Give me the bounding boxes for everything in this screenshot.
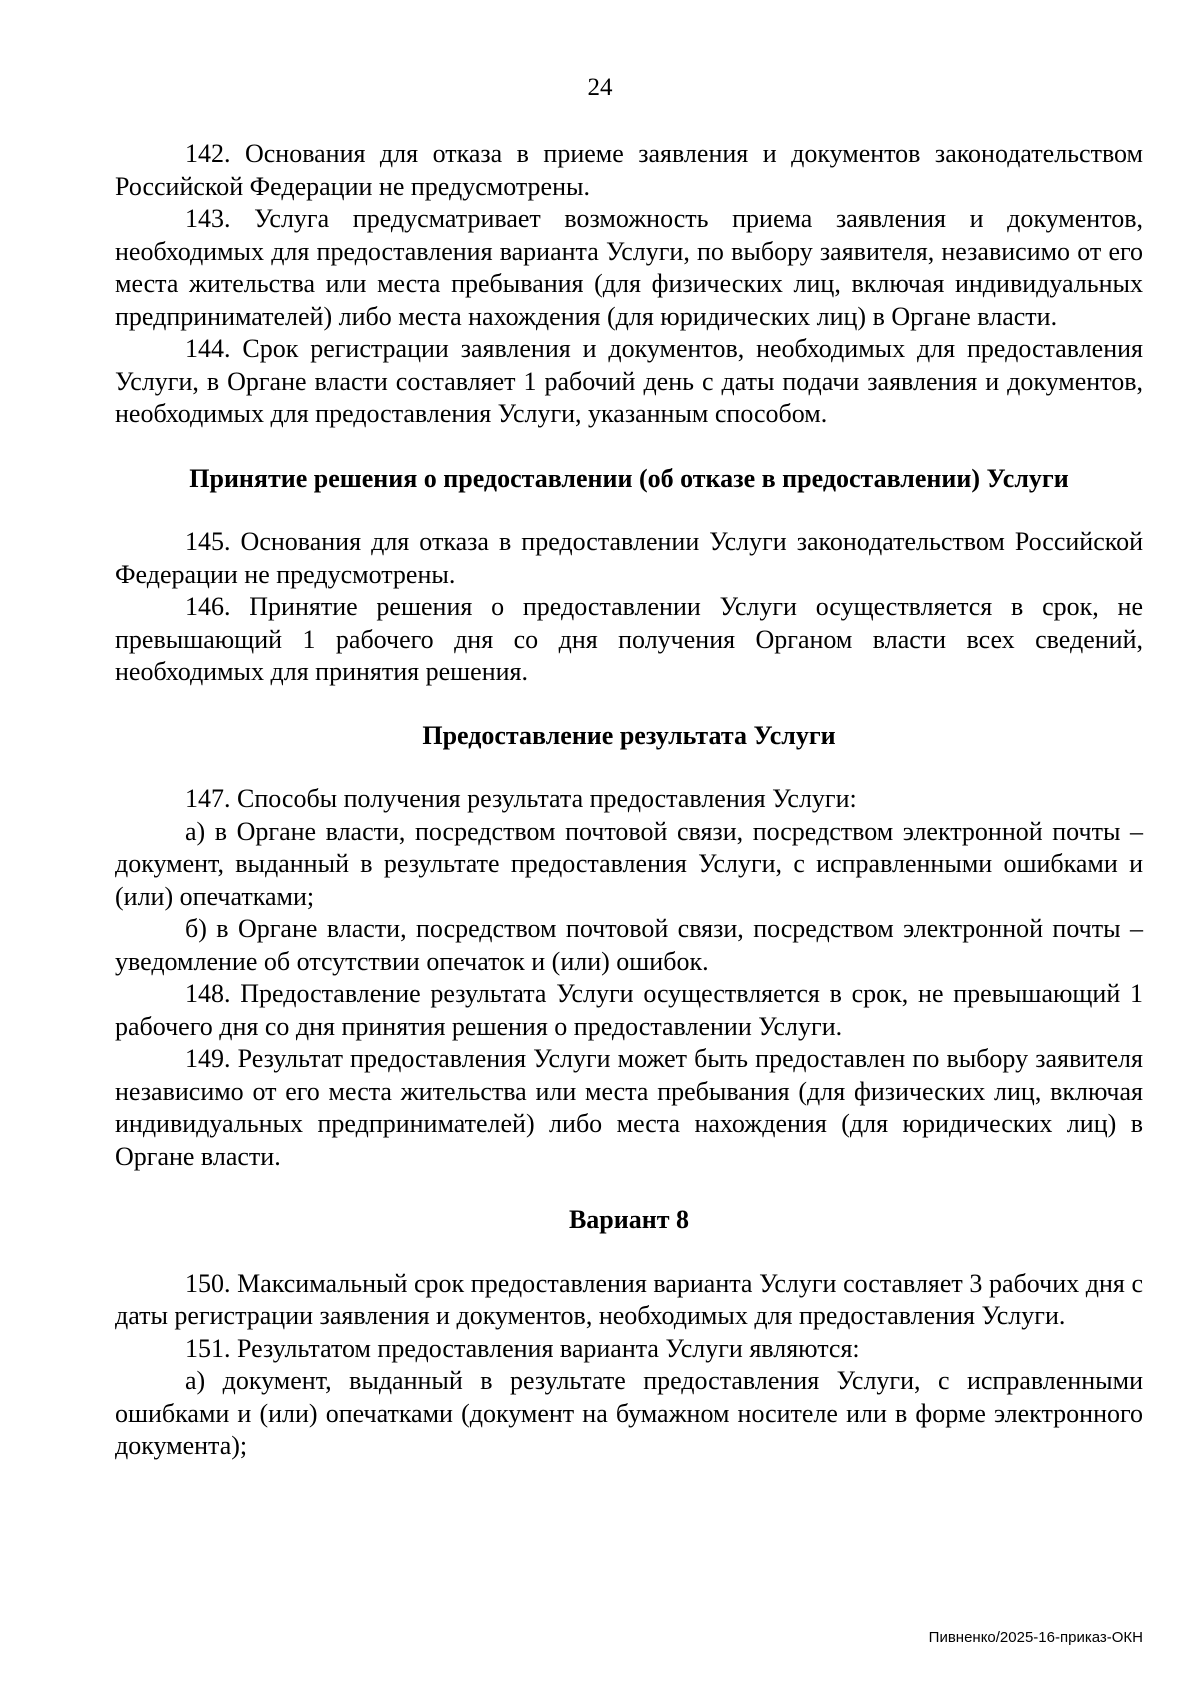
section-heading-decision: Принятие решения о предоставлении (об отказе в предоставлении) Услуги [189, 463, 1069, 493]
paragraph-148: 148. Предоставление результата Услуги осуществляется в срок, не превышающий 1 рабочего дня со дня принятия решения о предоставлении Услуги. [115, 979, 1143, 1041]
section-heading-variant-8: Вариант 8 [568, 1205, 690, 1234]
paragraph-142: 142. Основания для отказа в приеме заявления и документов законодательством Российской Федерации не предусмотрены. [115, 139, 1143, 201]
paragraph-147-a: а) в Органе власти, посредством почтовой связи, посредством электронной почты – документ, выданный в результате предоставления Услуги, с исправленными ошибками и (или) опечатками; [115, 816, 1143, 911]
page-number: 24 [587, 74, 613, 101]
paragraph-143: 143. Услуга предусматривает возможность приема заявления и документов, необходимых для предоставления варианта Услуги, по выбору заявителя, независимо от его места жительства или места пребывания (для физических лиц, включая индивидуальных предпринимателей) либо места нахождения (для юридических лиц) в Органе власти. [115, 204, 1143, 331]
paragraph-151-a: а) документ, выданный в результате предоставления Услуги, с исправленными ошибками и (или) опечатками (документ на бумажном носителе или в форме электронного документа); [115, 1366, 1143, 1460]
paragraph-146: 146. Принятие решения о предоставлении Услуги осуществляется в срок, не превышающий 1 рабочего дня со дня получения Органом власти всех сведений, необходимых для принятия решения. [115, 592, 1143, 686]
paragraph-147-b: б) в Органе власти, посредством почтовой связи, посредством электронной почты – уведомление об отсутствии опечаток и (или) ошибок. [115, 914, 1143, 976]
document-footer-code: Пивненко/2025-16-приказ-ОКН [928, 1629, 1143, 1646]
document-body [115, 138, 1143, 1463]
section-heading-result: Предоставление результата Услуги [422, 720, 836, 750]
paragraph-147: 147. Способы получения результата предоставления Услуги: [185, 784, 857, 813]
paragraph-149: 149. Результат предоставления Услуги может быть предоставлен по выбору заявителя независимо от его места жительства или места пребывания (для физических лиц, включая индивидуальных предпринимателей) либо места нахождения (для юридических лиц) в Органе власти. [115, 1044, 1143, 1171]
paragraph-144: 144. Срок регистрации заявления и документов, необходимых для предоставления Услуги, в Органе власти составляет 1 рабочий день с даты подачи заявления и документов, необходимых для предоставления Услуги, указанным способом. [115, 334, 1143, 428]
paragraph-150: 150. Максимальный срок предоставления варианта Услуги составляет 3 рабочих дня с даты регистрации заявления и документов, необходимых для предоставления Услуги. [115, 1268, 1143, 1330]
paragraph-151: 151. Результатом предоставления варианта Услуги являются: [185, 1333, 860, 1363]
paragraph-145: 145. Основания для отказа в предоставлении Услуги законодательством Российской Федерации не предусмотрены. [115, 527, 1143, 589]
